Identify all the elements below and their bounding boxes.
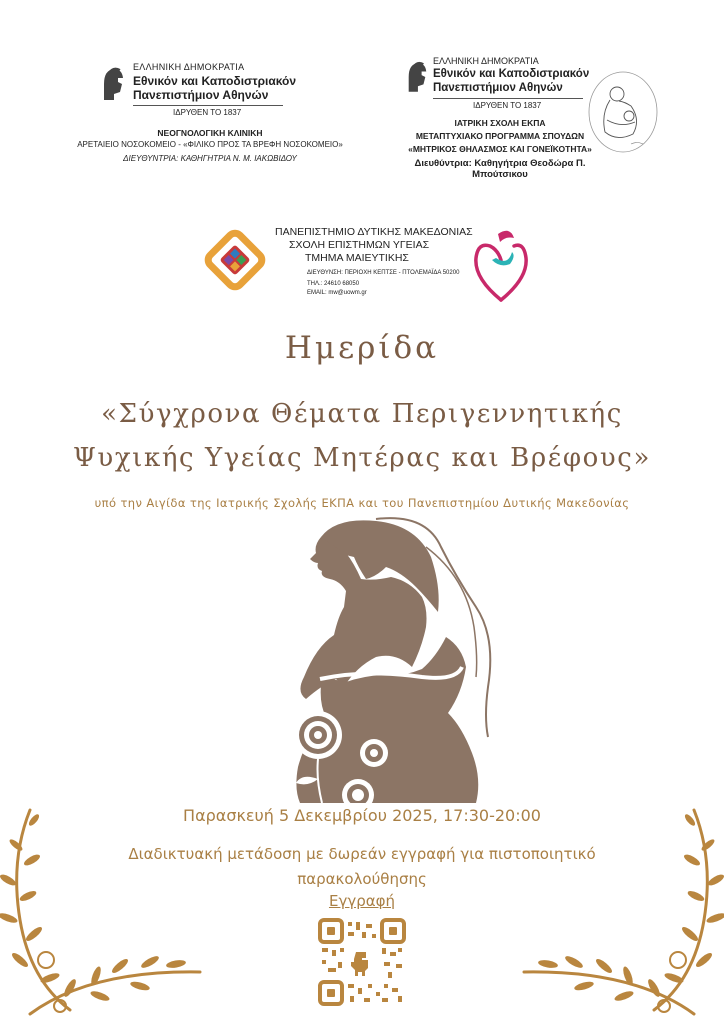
- event-subtitle: [0, 392, 724, 480]
- mandala-flower: [294, 711, 342, 759]
- phone: ΤΗΛ.: 24610 68050: [307, 281, 360, 287]
- divider: [133, 105, 283, 106]
- midwifery-heart-logo-icon: [470, 220, 532, 306]
- greek-helmet-crest-icon: [405, 60, 429, 94]
- school-name: ΣΧΟΛΗ ΕΠΙΣΤΗΜΩΝ ΥΓΕΙΑΣ: [289, 239, 430, 251]
- divider: [433, 98, 583, 99]
- university-name-line1: Εθνικόν και Καποδιστριακόν: [433, 68, 590, 80]
- address: ΔΙΕΥΘΥΝΣΗ: ΠΕΡΙΟΧΗ ΚΕΠΤΣΕ - ΠΤΟΛΕΜΑΪΔΑ 50200: [307, 270, 460, 276]
- school-name: ΙΑΤΡΙΚΗ ΣΧΟΛΗ ΕΚΠΑ: [454, 118, 546, 128]
- hospital-name: ΑΡΕΤΑΙΕΙΟ ΝΟΣΟΚΟΜΕΙΟ - «ΦΙΛΙΚΟ ΠΡΟΣ ΤΑ ΒΡΕΦΗ ΝΟΣΟΚΟΜΕΙΟ»: [77, 140, 343, 149]
- department-name: ΤΜΗΜΑ ΜΑΙΕΥΤΙΚΗΣ: [305, 252, 409, 264]
- event-title: Ημερίδα: [284, 330, 440, 366]
- director-name: Διευθύντρια: Καθηγήτρια Θεοδώρα Π. Μπούτσικου: [414, 158, 586, 180]
- university-name-line2: Πανεπιστήμιον Αθηνών: [133, 88, 269, 102]
- university-name-line1: Εθνικόν και Καποδιστριακόν: [133, 74, 297, 88]
- program-label: ΜΕΤΑΠΤΥΧΙΑΚΟ ΠΡΟΓΡΑΜΜΑ ΣΠΟΥΔΩΝ: [415, 131, 585, 141]
- university-name-line2: Πανεπιστήμιον Αθηνών: [433, 82, 563, 94]
- republic-label: ΕΛΛΗΝΙΚΗ ΔΗΜΟΚΡΑΤΙΑ: [433, 56, 539, 66]
- university-name: ΠΑΝΕΠΙΣΤΗΜΙΟ ΔΥΤΙΚΗΣ ΜΑΚΕΔΟΝΙΑΣ: [275, 226, 473, 238]
- qr-code-icon[interactable]: [318, 918, 406, 1006]
- director-name: ΔΙΕΥΘΥΝΤΡΙΑ: ΚΑΘΗΓΗΤΡΙΑ Ν. Μ. ΙΑΚΩΒΙΔΟΥ: [123, 154, 297, 163]
- greek-helmet-crest-icon: [100, 66, 126, 102]
- founded-label: ΙΔΡΥΘΕΝ ΤΟ 1837: [173, 108, 242, 117]
- subtitle-line2: Ψυχικής Υγείας Μητέρας και Βρέφους»: [73, 443, 651, 473]
- clinic-name: ΝΕΟΓΝΟΛΟΓΙΚΗ ΚΛΙΝΙΚΗ: [157, 128, 263, 138]
- pregnant-woman-silhouette-icon: [226, 517, 506, 803]
- email: EMAIL: mw@uowm.gr: [307, 290, 367, 296]
- event-date: Παρασκευή 5 Δεκεμβρίου 2025, 17:30-20:00: [183, 806, 541, 825]
- vine-branch-icon: [514, 800, 724, 1024]
- celtic-knot-logo-icon: [200, 220, 270, 300]
- broadcast-line2: παρακολούθησης: [297, 870, 427, 888]
- republic-label: ΕΛΛΗΝΙΚΗ ΔΗΜΟΚΡΑΤΙΑ: [133, 62, 245, 72]
- program-name: «ΜΗΤΡΙΚΟΣ ΘΗΛΑΣΜΟΣ ΚΑΙ ΓΟΝΕΪΚΟΤΗΤΑ»: [408, 144, 592, 154]
- mother-child-sketch-icon: [587, 70, 659, 154]
- register-link[interactable]: Εγγραφή: [328, 892, 396, 910]
- vine-branch-icon: [0, 800, 210, 1024]
- founded-label: ΙΔΡΥΘΕΝ ΤΟ 1837: [473, 101, 542, 110]
- subtitle-line1: «Σύγχρονα Θέματα Περιγεννητικής: [101, 399, 623, 429]
- broadcast-line1: Διαδικτυακή μετάδοση με δωρεάν εγγραφή για πιστοποιητικό: [128, 845, 596, 863]
- aegis-statement: υπό την Αιγίδα της Ιατρικής Σχολής ΕΚΠΑ και του Πανεπιστημίου Δυτικής Μακεδονίας: [94, 496, 630, 510]
